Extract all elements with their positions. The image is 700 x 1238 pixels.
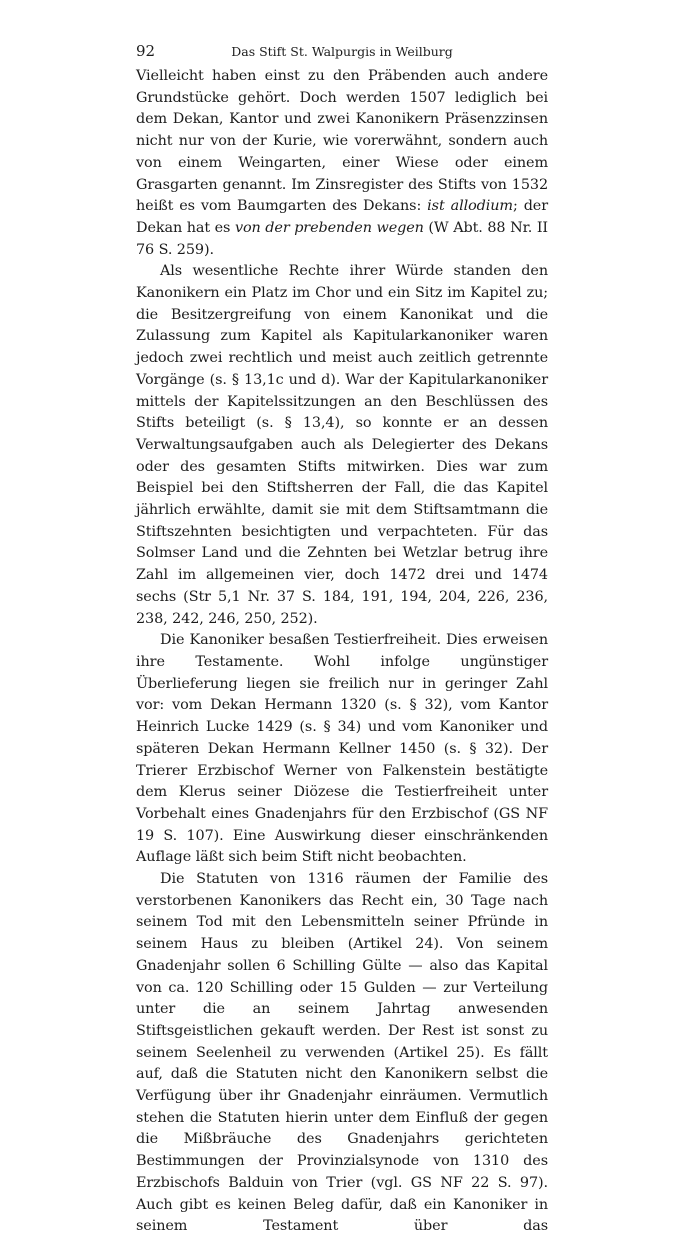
body-text [136,66,548,1238]
italic-quote: von der prebenden wegen [234,219,424,236]
text-segment: Als wesentliche Rechte ihrer Würde standen den Kanonikern ein Platz im Chor und ein Sitz im Kapitel zu; die Besitzergreifung von einem Kanonikat und die Zulassung zum Kapitel als Kapitularkanoniker waren jedoch zwei rechtlich und meist auch zeitlich getrennte Vorgänge (s. § 13,1c und d). War der Kapitularkanoniker mittels der Kapitelssitzungen an den Beschlüssen des Stifts beteiligt (s. § 13,4), so konnte er an dessen Verwaltungsaufgaben auch als Delegierter des Dekans oder des gesamten Stifts mitwirken. Dies war zum Beispiel bei den Stiftsherren der Fall, die das Kapitel jährlich erwählte, damit sie mit dem Stiftsamtmann die Stiftszehnten besichtigten und verpachteten. Für das Solmser Land und die Zehnten bei Wetzlar betrug ihre Zahl im allgemeinen vier, doch 1472 drei und 1474 sechs (Str 5,1 Nr. 37 S. 184, 191, 194, 204, 226, 236, 238, 242, 246, 250, 252). [136,263,548,627]
paragraph-4 [136,869,548,1238]
text-segment: Vielleicht haben einst zu den Präbenden auch andere Grundstücke gehört. Doch werden 1507 lediglich bei dem Dekan, Kantor und zwei Kanonikern Präsenzzinsen nicht nur von der Kurie, wie vorerwähnt, sondern auch von einem Weingarten, einer Wiese oder einem Grasgarten genannt. Im Zinsregister des Stifts von 1532 heißt es vom Baumgarten des Dekans: [136,68,548,215]
text-segment: ; der Dekan hat es [136,198,549,236]
text-segment: Die Kanoniker besaßen Testierfreiheit. Dies erweisen ihre Testamente. Wohl infolge ungünstiger Überlieferung liegen sie freilich nur in geringer Zahl vor: vom Dekan Hermann 1320 (s. § 32), vom Kantor Heinrich Lucke 1429 (s. § 34) und vom Kanoniker und späteren Dekan Hermann Kellner 1450 (s. § 32). Der Trierer Erzbischof Werner von Falkenstein bestätigte dem Klerus seiner Diözese die Testierfreiheit unter Vorbehalt eines Gnadenjahrs für den Erzbischof (GS NF 19 S. 107). Eine Auswirkung dieser einschränkenden Auflage läßt sich beim Stift nicht beobachten. [136,632,548,866]
paragraph-2 [136,261,548,630]
running-title: Das Stift St. Walpurgis in Weilburg [231,44,453,59]
page-number: 92 [136,42,156,60]
italic-quote: ist allodium [427,198,513,215]
text-segment: (W Abt. 88 Nr. II 76 S. 259). [136,219,549,258]
page-header [136,42,548,64]
paragraph-3 [136,630,548,869]
text-segment: Die Statuten von 1316 räumen der Familie des verstorbenen Kanonikers das Recht ein, 30 Tage nach seinem Tod mit den Lebensmitteln seiner Pfründe in seinem Haus zu bleiben (Artikel 24). Von seinem Gnadenjahr sollen 6 Schilling Gülte — also das Kapital von ca. 120 Schilling oder 15 Gulden — zur Verteilung unter die an seinem Jahrtag anwesenden Stiftsgeistlichen gekauft werden. Der Rest ist sonst zu seinem Seelenheil zu verwenden (Artikel 25). Es fällt auf, daß die Statuten nicht den Kanonikern selbst die Verfügung über ihr Gnadenjahr einräumen. Vermutlich stehen die Statuten hierin unter dem Einfluß der gegen die Mißbräuche des Gnadenjahrs gerichteten Bestimmungen der Provinzialsynode von 1310 des Erzbischofs Balduin von Trier (vgl. GS NF 22 S. 97). Auch gibt es keinen Beleg dafür, daß ein Kanoniker in seinem Testament über das [136,871,548,1235]
paragraph-1 [136,66,548,261]
